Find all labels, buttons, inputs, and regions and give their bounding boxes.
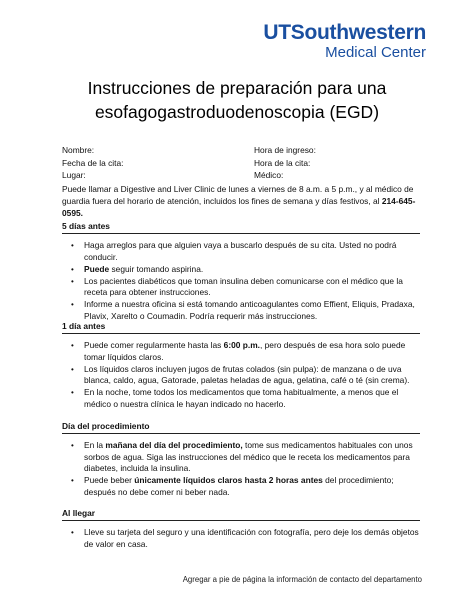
item-text: En la — [84, 440, 106, 450]
title-line-2: esofagogastroduodenoscopia (EGD) — [94, 102, 380, 122]
list-item — [62, 527, 420, 550]
section-list — [62, 440, 420, 498]
section-5-dias — [62, 220, 420, 323]
section-list — [62, 340, 420, 411]
section-heading: Al llegar — [62, 507, 420, 521]
bullet-icon: • — [71, 264, 74, 274]
item-text: , pero después de esa hora solo puede tomar líquidos claros. — [84, 340, 406, 362]
item-text: Puede beber — [84, 475, 135, 486]
item-text: del procedimiento; después no debe comer ni beber nada. — [84, 475, 394, 497]
list-item — [62, 440, 420, 475]
patient-info-block — [62, 144, 432, 182]
section-list — [62, 240, 420, 323]
item-text: seguir tomando aspirina. — [109, 263, 204, 274]
item-text: Los líquidos claros incluyen jugos de frutas colados (sin pulpa): de manzana o de uva blanca, caldo, agua, Gatorade, paletas heladas de agua, gelatina, café o té (sin crema). — [84, 363, 410, 386]
utsw-logo — [263, 22, 426, 60]
bullet-icon: • — [71, 341, 74, 350]
section-heading: Día del procedimiento — [62, 420, 420, 434]
item-text: Puede comer regularmente hasta las — [84, 340, 224, 350]
bullet-icon: • — [71, 476, 74, 486]
item-text: Informe a nuestra oficina si está tomando anticoagulantes como Effient, Eliquis, Pradaxa, Plavix, Xarelto o Coumadin. Podría requerir más instrucciones. — [84, 299, 415, 322]
list-item — [62, 276, 420, 299]
list-item — [62, 240, 420, 263]
section-list — [62, 527, 420, 550]
bullet-icon: • — [71, 241, 74, 250]
item-text: Los pacientes diabéticos que toman insulina deben comunicarse con el médico que la receta para obtener instrucciones. — [84, 275, 403, 298]
logo-line-2: Medical Center — [325, 44, 426, 61]
intro-phone: 214-645-0595 — [62, 195, 416, 218]
item-text: tome sus medicamentos habituales con unos sorbos de agua. Siga las instrucciones del médico que le receta los medicamentos para diabetes, incluida la insulina. — [84, 440, 413, 474]
fecha-cita-label: Fecha de la cita: — [62, 157, 124, 168]
section-dia-procedimiento — [62, 420, 420, 499]
item-text: En la noche, tome todos los medicamentos que toma habitualmente, a menos que el médico o nuestra clínica le hayan indicado no hacerlo. — [84, 387, 399, 409]
intro-text: Puede llamar a Digestive and Liver Clinic de lunes a viernes de 8 a.m. a 5 p.m., y al médico de guardia fuera del horario de atención, incluidos los fines de semana y días festivos, al — [62, 184, 414, 206]
bullet-icon: • — [71, 364, 74, 374]
item-bold: únicamente líquidos claros hasta 2 horas antes — [134, 475, 323, 486]
section-1-dia — [62, 320, 420, 411]
list-item — [62, 475, 420, 498]
item-text: Haga arreglos para que alguien vaya a buscarlo después de su cita. Usted no podrá conducir. — [84, 240, 397, 262]
page-title — [0, 76, 474, 124]
nombre-label: Nombre: — [62, 145, 95, 155]
bullet-icon: • — [71, 276, 74, 286]
section-heading: 1 día antes — [62, 320, 420, 334]
bullet-icon: • — [71, 528, 74, 537]
hora-ingreso-label: Hora de ingreso: — [254, 145, 316, 155]
list-item — [62, 340, 420, 363]
item-bold: 6:00 p.m. — [223, 340, 260, 350]
medico-label: Médico: — [254, 170, 284, 181]
section-heading: 5 días antes — [62, 220, 420, 234]
list-item — [62, 387, 420, 410]
logo-line-1: UTSouthwestern — [263, 21, 426, 44]
item-text: Lleve su tarjeta del seguro y una identificación con fotografía, pero deje los demás objetos de valor en casa. — [84, 527, 419, 549]
hora-cita-label: Hora de la cita: — [254, 157, 311, 168]
list-item — [62, 264, 420, 276]
title-line-1: Instrucciones de preparación para una — [87, 78, 387, 98]
item-bold: mañana del día del procedimiento, — [105, 440, 243, 450]
bullet-icon: • — [71, 300, 74, 310]
lugar-label: Lugar: — [62, 170, 86, 181]
intro-paragraph — [62, 184, 424, 219]
list-item — [62, 364, 420, 387]
bullet-icon: • — [71, 441, 74, 450]
item-bold: Puede — [84, 263, 110, 274]
intro-end: . — [80, 207, 83, 218]
page-footer: Agregar a pie de página la información de contacto del departamento — [182, 575, 422, 584]
section-al-llegar — [62, 507, 420, 551]
bullet-icon: • — [71, 388, 74, 398]
